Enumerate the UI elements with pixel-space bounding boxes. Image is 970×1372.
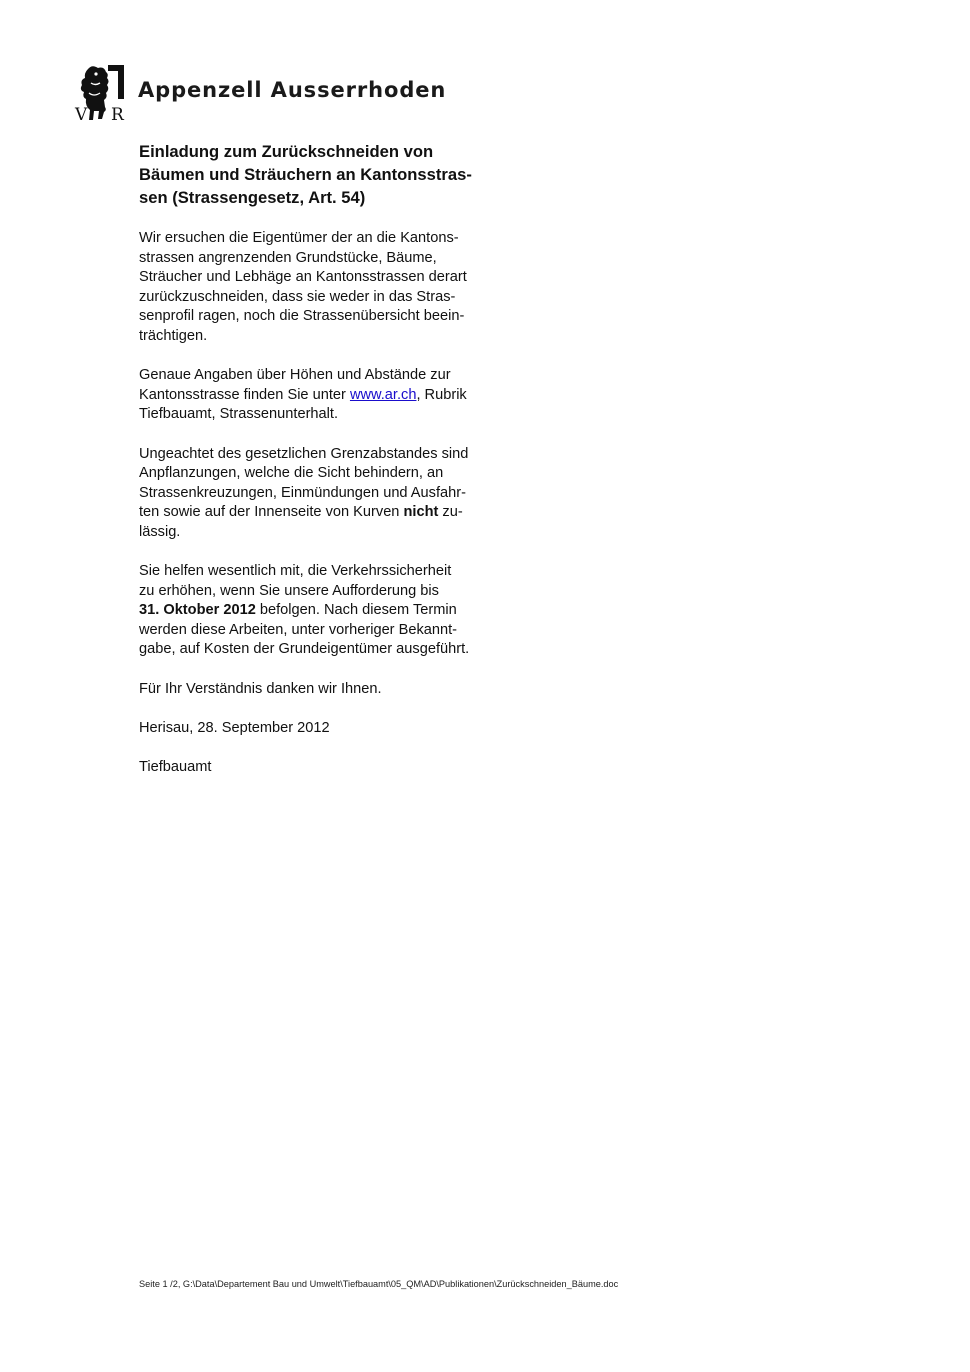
text-segment: Kantonsstrasse finden Sie unter xyxy=(139,386,350,403)
text-line: senprofil ragen, noch die Strassenübersicht beein- xyxy=(139,308,465,325)
text-line: lässig. xyxy=(139,523,181,540)
canton-logo xyxy=(74,63,128,125)
title-line: Einladung zum Zurückschneiden von xyxy=(139,142,434,161)
text-line: Sträucher und Lebhäge an Kantonsstrassen derart xyxy=(139,269,467,286)
text-line: Ungeachtet des gesetzlichen Grenzabstandes sind xyxy=(139,445,469,462)
organization-name: Appenzell Ausserrhoden xyxy=(138,78,447,102)
text-line: zurückzuschneiden, dass sie weder in das Stras- xyxy=(139,288,456,305)
text-line: Strassenkreuzungen, Einmündungen und Ausfahr- xyxy=(139,484,466,501)
text-line: Wir ersuchen die Eigentümer der an die Kantons- xyxy=(139,230,459,246)
text-line: Tiefbauamt, Strassenunterhalt. xyxy=(139,406,339,423)
text-line: zu erhöhen, wenn Sie unsere Aufforderung bis xyxy=(139,582,439,599)
text-segment: ten sowie auf der Innenseite von Kurven xyxy=(139,504,404,521)
place-and-date xyxy=(139,719,499,739)
logo-letter-v: V xyxy=(75,105,88,125)
text-segment: zu- xyxy=(438,504,463,521)
paragraph-details xyxy=(139,366,499,425)
paragraph-request xyxy=(139,229,499,347)
signature xyxy=(139,758,499,778)
text-segment: , Rubrik xyxy=(416,386,467,403)
text-line xyxy=(139,503,499,523)
logo-letter-r: R xyxy=(111,105,124,125)
title-line: Bäumen und Sträuchern an Kantonsstras- xyxy=(139,165,472,184)
text-line: strassen angrenzenden Grundstücke, Bäume, xyxy=(139,249,437,266)
deadline-date: 31. Oktober 2012 xyxy=(139,602,256,619)
page-footer: Seite 1 /2, G:\Data\Departement Bau und Umwelt\Tiefbauamt\05_QM\AD\Publikationen\Zurückschneiden_Bäume.doc xyxy=(139,1279,619,1289)
text-line: Für Ihr Verständnis danken wir Ihnen. xyxy=(139,680,382,697)
text-line xyxy=(139,386,499,406)
text-line: trächtigen. xyxy=(139,327,208,344)
text-line: Genaue Angaben über Höhen und Abstände zur xyxy=(139,367,451,384)
text-line: Anpflanzungen, welche die Sicht behindern, an xyxy=(139,465,444,482)
text-line: Herisau, 28. September 2012 xyxy=(139,719,330,736)
website-link[interactable]: www.ar.ch xyxy=(349,386,417,403)
text-line: werden diese Arbeiten, unter vorheriger Bekannt- xyxy=(139,621,458,638)
text-segment: befolgen. Nach diesem Termin xyxy=(255,602,457,619)
text-line: Sie helfen wesentlich mit, die Verkehrssicherheit xyxy=(139,563,452,580)
paragraph-restrictions xyxy=(139,445,499,543)
bear-coat-of-arms-icon xyxy=(74,63,128,125)
closing-remark xyxy=(139,680,499,700)
document-body xyxy=(139,140,499,797)
emphasis-not: nicht xyxy=(403,504,439,521)
title-line: sen (Strassengesetz, Art. 54) xyxy=(139,188,366,207)
text-line xyxy=(139,601,499,621)
paragraph-deadline xyxy=(139,562,499,660)
document-title xyxy=(139,140,499,209)
text-line: gabe, auf Kosten der Grundeigentümer ausgeführt. xyxy=(139,641,470,658)
text-line: Tiefbauamt xyxy=(139,759,212,776)
